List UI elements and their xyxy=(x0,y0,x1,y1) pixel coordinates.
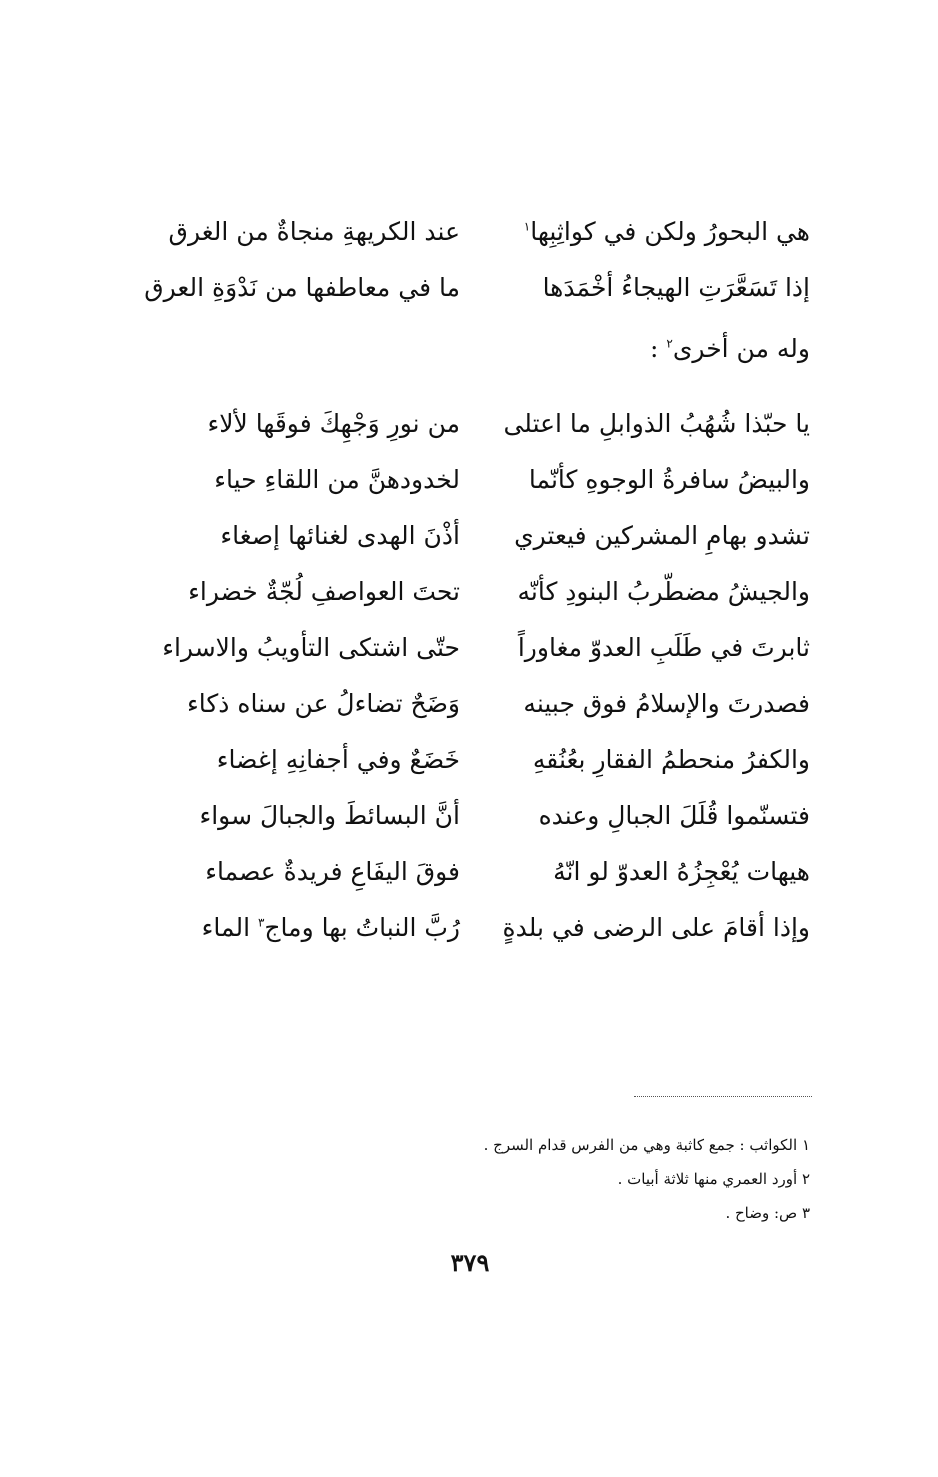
first-hemistich: يا حبّذا شُهُبُ الذوابلِ ما اعتلى xyxy=(503,409,810,438)
first-hemistich: فصدرتَ والإسلامُ فوق جبينه xyxy=(523,689,810,718)
poem-part1 xyxy=(144,204,810,316)
page-number: ٣٧٩ xyxy=(450,1248,490,1277)
second-hemistich: أذْنَ الهدى لغنائها إصغاء xyxy=(220,521,460,550)
second-hemistich: أنَّ البسائطَ والجبالَ سواء xyxy=(199,801,460,830)
second-hemistich: ما في معاطفها من نَدْوَةِ العرق xyxy=(144,273,460,302)
verse-line xyxy=(160,676,810,732)
verse-line xyxy=(160,508,810,564)
first-hemistich: والبيضُ سافرةُ الوجوهِ كأنّما xyxy=(528,465,810,494)
hemistich-tail: الماء xyxy=(201,913,258,942)
first-hemistich: وإذا أقامَ على الرضى في بلدةٍ xyxy=(502,913,810,942)
footnote-marker: ٣ xyxy=(257,915,265,930)
poem-part2 xyxy=(160,396,810,956)
second-hemistich: وَضَحٌ تضاءلُ عن سناه ذكاء xyxy=(187,689,460,718)
footnote-1: ١ الكواثب : جمع كاثبة وهي من الفرس قدام السرج . xyxy=(483,1136,810,1154)
first-hemistich: فتسنّموا قُلَلَ الجبالِ وعنده xyxy=(538,801,810,830)
first-hemistich: ثابرتَ في طَلَبِ العدوّ مغاوراً xyxy=(517,633,810,662)
hemistich-text: رُبَّ النباتُ بها وماج xyxy=(264,913,460,942)
verse-line xyxy=(160,204,810,260)
footnote-marker: ٢ xyxy=(666,336,673,351)
footnote-divider xyxy=(634,1096,812,1097)
first-hemistich: والكفرُ منحطمُ الفقارِ بعُنُقهِ xyxy=(532,745,810,774)
verse-line xyxy=(160,620,810,676)
first-hemistich: هيهات يُعْجِزُهُ العدوّ لو انّهُ xyxy=(553,857,810,886)
second-hemistich: خَضَعٌ وفي أجفانِهِ إغضاء xyxy=(216,745,460,774)
second-hemistich: فوقَ اليفَاعِ فريدةٌ عصماء xyxy=(205,857,460,886)
verse-line xyxy=(160,396,810,452)
verse-line xyxy=(160,732,810,788)
second-hemistich xyxy=(160,913,460,943)
footnote-marker: ١ xyxy=(523,219,531,234)
heading-text: وله من أخرى xyxy=(672,334,810,363)
verse-line xyxy=(160,564,810,620)
poem-heading xyxy=(650,334,810,363)
footnote-2: ٢ أورد العمري منها ثلاثة أبيات . xyxy=(617,1170,810,1188)
verse-line xyxy=(160,452,810,508)
footnote-3: ٣ ص: وضاح . xyxy=(725,1204,810,1222)
verse-line xyxy=(160,900,810,956)
verse-line xyxy=(160,788,810,844)
first-hemistich: تشدو بهامِ المشركين فيعتري xyxy=(514,521,810,550)
first-hemistich: والجيشُ مضطّربُ البنودِ كأنّه xyxy=(517,577,810,606)
verse-line xyxy=(160,844,810,900)
verse-line xyxy=(144,260,810,316)
first-hemistich: إذا تَسَعَّرَتِ الهيجاءُ أخْمَدَها xyxy=(542,273,810,302)
first-hemistich xyxy=(510,217,810,247)
heading-colon: : xyxy=(650,334,667,363)
hemistich-text: هي البحورُ ولكن في كواثِبِها xyxy=(530,217,810,246)
second-hemistich: من نورِ وَجْهِكَ فوقَها لألاء xyxy=(207,409,460,438)
second-hemistich: لخدودهنَّ من اللقاءِ حياء xyxy=(214,465,460,494)
footnotes xyxy=(310,1128,810,1230)
second-hemistich: حتّى اشتكى التأويبُ والاسراء xyxy=(162,633,460,662)
second-hemistich: تحتَ العواصفِ لُجّةٌ خضراء xyxy=(188,577,460,606)
second-hemistich: عند الكريهةِ منجاةٌ من الغرق xyxy=(168,217,460,246)
